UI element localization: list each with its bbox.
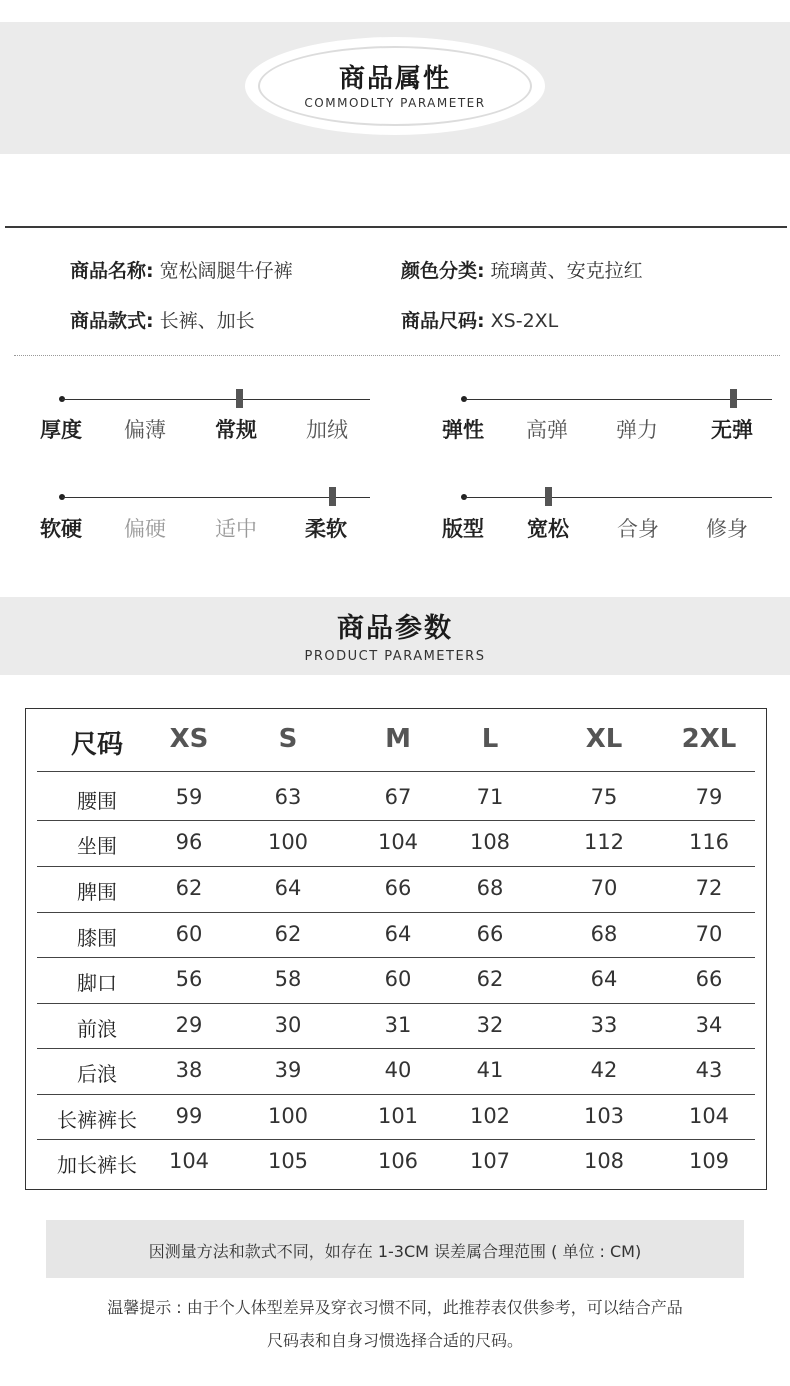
table-row-label: 腰围	[77, 789, 117, 813]
scale-track-elasticity	[464, 399, 772, 400]
attribute-key: 商品款式:	[70, 310, 154, 332]
scale-marker-thickness	[236, 389, 243, 408]
table-cell: 100	[267, 1104, 309, 1128]
table-cell: 116	[688, 830, 730, 854]
table-cell: 100	[267, 830, 309, 854]
tip-line-1: 温馨提示 : 由于个人体型差异及穿衣习惯不同，此推荐表仅供参考，可以结合产品	[107, 1298, 683, 1317]
size-header-cell: XL	[585, 724, 623, 754]
table-cell: 41	[476, 1058, 504, 1082]
table-cell: 72	[695, 876, 723, 900]
table-cell: 64	[384, 922, 412, 946]
table-row-divider	[37, 866, 755, 867]
table-cell: 75	[590, 785, 618, 809]
table-row-label: 长裤裤长	[57, 1108, 137, 1132]
scale-option: 弹力	[616, 418, 658, 442]
table-cell: 40	[384, 1058, 412, 1082]
table-cell: 58	[274, 967, 302, 991]
table-cell: 112	[583, 830, 625, 854]
table-cell: 33	[590, 1013, 618, 1037]
table-cell: 106	[377, 1149, 419, 1173]
table-cell: 31	[384, 1013, 412, 1037]
table-cell: 62	[274, 922, 302, 946]
attribute-value: 宽松阔腿牛仔裤	[153, 260, 293, 282]
scale-option: 适中	[215, 517, 257, 541]
section-subtitle-parameters: PRODUCT PARAMETERS	[304, 649, 486, 664]
tip-line-2: 尺码表和自身习惯选择合适的尺码。	[266, 1331, 523, 1350]
table-cell: 42	[590, 1058, 618, 1082]
size-header-cell: S	[278, 724, 298, 754]
table-row-label: 加长裤长	[57, 1153, 137, 1177]
section-title-parameters: 商品参数	[337, 613, 453, 644]
table-cell: 103	[583, 1104, 625, 1128]
size-header-cell: L	[481, 724, 499, 754]
table-cell: 68	[476, 876, 504, 900]
scale-option: 合身	[617, 517, 659, 541]
scale-option: 加绒	[306, 418, 348, 442]
measurement-note: 因测量方法和款式不同，如存在 1-3CM 误差属合理范围 ( 单位 : CM)	[148, 1242, 642, 1261]
scale-option: 偏硬	[124, 517, 166, 541]
table-cell: 107	[469, 1149, 511, 1173]
table-row-divider	[37, 1139, 755, 1140]
table-row-divider	[37, 1048, 755, 1049]
table-cell: 64	[274, 876, 302, 900]
table-cell: 39	[274, 1058, 302, 1082]
table-cell: 66	[695, 967, 723, 991]
table-cell: 43	[695, 1058, 723, 1082]
table-cell: 102	[469, 1104, 511, 1128]
table-row-label: 坐围	[77, 834, 117, 858]
table-cell: 108	[469, 830, 511, 854]
table-row-divider	[37, 912, 755, 913]
table-cell: 101	[377, 1104, 419, 1128]
table-row-divider	[37, 820, 755, 821]
scale-label-elasticity: 弹性	[442, 418, 484, 442]
scale-label-thickness: 厚度	[40, 418, 82, 442]
table-cell: 62	[476, 967, 504, 991]
scale-option: 偏薄	[124, 418, 166, 442]
table-cell: 68	[590, 922, 618, 946]
table-cell: 105	[267, 1149, 309, 1173]
table-row-divider	[37, 957, 755, 958]
table-cell: 60	[175, 922, 203, 946]
size-header-cell: M	[385, 724, 411, 754]
table-row-label: 后浪	[77, 1062, 117, 1086]
table-row-label: 脾围	[77, 880, 117, 904]
size-header-label: 尺码	[70, 730, 123, 760]
table-cell: 70	[695, 922, 723, 946]
attribute-product-name	[70, 256, 293, 283]
table-cell: 29	[175, 1013, 203, 1037]
table-cell: 71	[476, 785, 504, 809]
scale-option-selected: 无弹	[711, 418, 753, 442]
table-cell: 109	[688, 1149, 730, 1173]
table-cell: 99	[175, 1104, 203, 1128]
attribute-value: 琉璃黄、安克拉红	[484, 260, 643, 282]
scale-track-fit	[464, 497, 772, 498]
size-header-cell: XS	[169, 724, 209, 754]
table-row-label: 前浪	[77, 1017, 117, 1041]
table-cell: 60	[384, 967, 412, 991]
attribute-size	[401, 306, 558, 333]
table-cell: 32	[476, 1013, 504, 1037]
table-cell: 70	[590, 876, 618, 900]
size-header-cell: 2XL	[681, 724, 737, 754]
divider	[5, 226, 787, 228]
table-cell: 104	[377, 830, 419, 854]
attribute-key: 商品尺码:	[401, 310, 485, 332]
section-title-attributes: 商品属性	[338, 64, 451, 94]
table-cell: 104	[168, 1149, 210, 1173]
scale-label-fit: 版型	[442, 517, 484, 541]
table-cell: 59	[175, 785, 203, 809]
attribute-key: 颜色分类:	[401, 260, 485, 282]
table-row-divider	[37, 771, 755, 772]
scale-marker-elasticity	[730, 389, 737, 408]
scale-option: 修身	[706, 517, 748, 541]
table-row-divider	[37, 1094, 755, 1095]
table-cell: 79	[695, 785, 723, 809]
table-cell: 62	[175, 876, 203, 900]
scale-option-selected: 柔软	[305, 517, 347, 541]
attribute-color	[401, 256, 643, 283]
table-cell: 38	[175, 1058, 203, 1082]
table-cell: 104	[688, 1104, 730, 1128]
table-cell: 67	[384, 785, 412, 809]
table-cell: 34	[695, 1013, 723, 1037]
section-subtitle-attributes: COMMODLTY PARAMETER	[304, 96, 486, 110]
table-cell: 63	[274, 785, 302, 809]
table-cell: 66	[476, 922, 504, 946]
table-cell: 66	[384, 876, 412, 900]
dotted-divider	[14, 355, 780, 356]
scale-option-selected: 常规	[215, 418, 257, 442]
table-cell: 30	[274, 1013, 302, 1037]
table-cell: 108	[583, 1149, 625, 1173]
table-cell: 56	[175, 967, 203, 991]
scale-option-selected: 宽松	[527, 517, 569, 541]
table-row-divider	[37, 1003, 755, 1004]
attribute-value: 长裤、加长	[153, 310, 255, 332]
scale-marker-fit	[545, 487, 552, 506]
scale-label-softness: 软硬	[40, 517, 82, 541]
scale-marker-softness	[329, 487, 336, 506]
table-cell: 96	[175, 830, 203, 854]
attribute-key: 商品名称:	[70, 260, 154, 282]
attribute-style	[70, 306, 255, 333]
table-row-label: 脚口	[77, 971, 117, 995]
scale-track-thickness	[62, 399, 370, 400]
attribute-value: XS-2XL	[484, 310, 559, 332]
table-cell: 64	[590, 967, 618, 991]
scale-track-softness	[62, 497, 370, 498]
table-row-label: 膝围	[77, 926, 117, 950]
scale-option: 高弹	[526, 418, 568, 442]
